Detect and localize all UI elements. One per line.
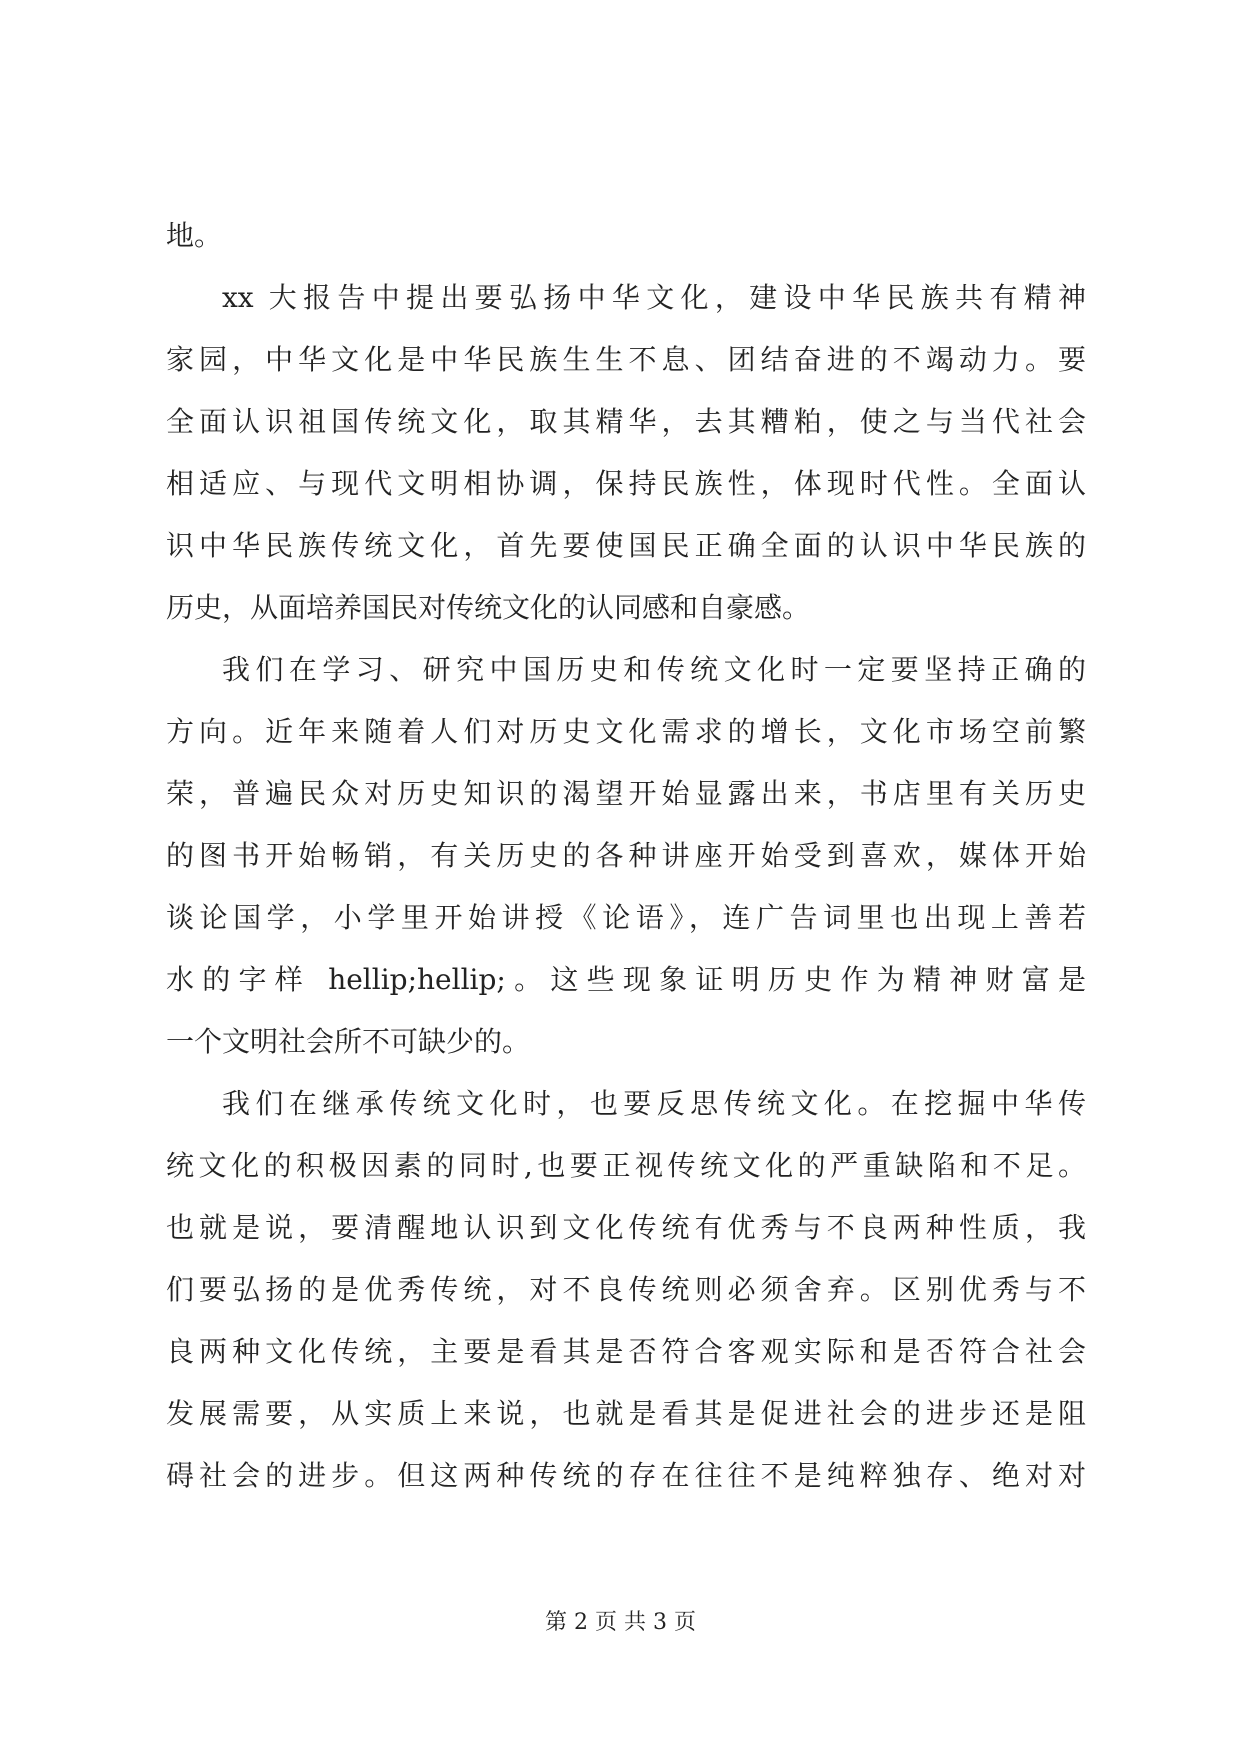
text-line: 们要弘扬的是优秀传统，对不良传统则必须舍弃。区别优秀与不 [166,1273,1086,1306]
text-line: 我们在学习、研究中国历史和传统文化时一定要坚持正确的 [222,653,1086,686]
text-line: 的图书开始畅销，有关历史的各种讲座开始受到喜欢，媒体开始 [166,839,1086,872]
text-line: 识中华民族传统文化，首先要使国民正确全面的认识中华民族的 [166,529,1086,562]
text-line: 荣，普遍民众对历史知识的渴望开始显露出来，书店里有关历史 [166,777,1086,810]
text-line: 也就是说，要清醒地认识到文化传统有优秀与不良两种性质，我 [166,1211,1086,1244]
text-line: 一个文明社会所不可缺少的。 [166,1025,531,1058]
text-line: 方向。近年来随着人们对历史文化需求的增长，文化市场空前繁 [166,715,1086,748]
text-line: xx 大报告中提出要弘扬中华文化，建设中华民族共有精神 [222,281,1086,314]
text-line: 历史，从面培养国民对传统文化的认同感和自豪感。 [166,591,811,624]
text-line: 家园，中华文化是中华民族生生不息、团结奋进的不竭动力。要 [166,343,1086,376]
text-line: 统文化的积极因素的同时,也要正视传统文化的严重缺陷和不足。 [166,1149,1086,1182]
text-line: 谈论国学，小学里开始讲授《论语》，连广告词里也出现上善若 [166,901,1086,934]
text-line: 全面认识祖国传统文化，取其精华，去其糟粕，使之与当代社会 [166,405,1086,438]
text-line: 相适应、与现代文明相协调，保持民族性，体现时代性。全面认 [166,467,1086,500]
text-line: 我们在继承传统文化时，也要反思传统文化。在挖掘中华传 [222,1087,1086,1120]
text-line: 碍社会的进步。但这两种传统的存在往往不是纯粹独存、绝对对 [166,1459,1086,1492]
text-line: 发展需要，从实质上来说，也就是看其是促进社会的进步还是阻 [166,1397,1086,1430]
page-footer: 第 2 页 共 3 页 [545,1610,696,1635]
text-line: 水的字样 hellip;hellip;。这些现象证明历史作为精神财富是 [166,963,1086,996]
body-text [166,205,1086,1507]
text-line: 良两种文化传统，主要是看其是否符合客观实际和是否符合社会 [166,1335,1086,1368]
text-line: 地。 [166,219,223,252]
